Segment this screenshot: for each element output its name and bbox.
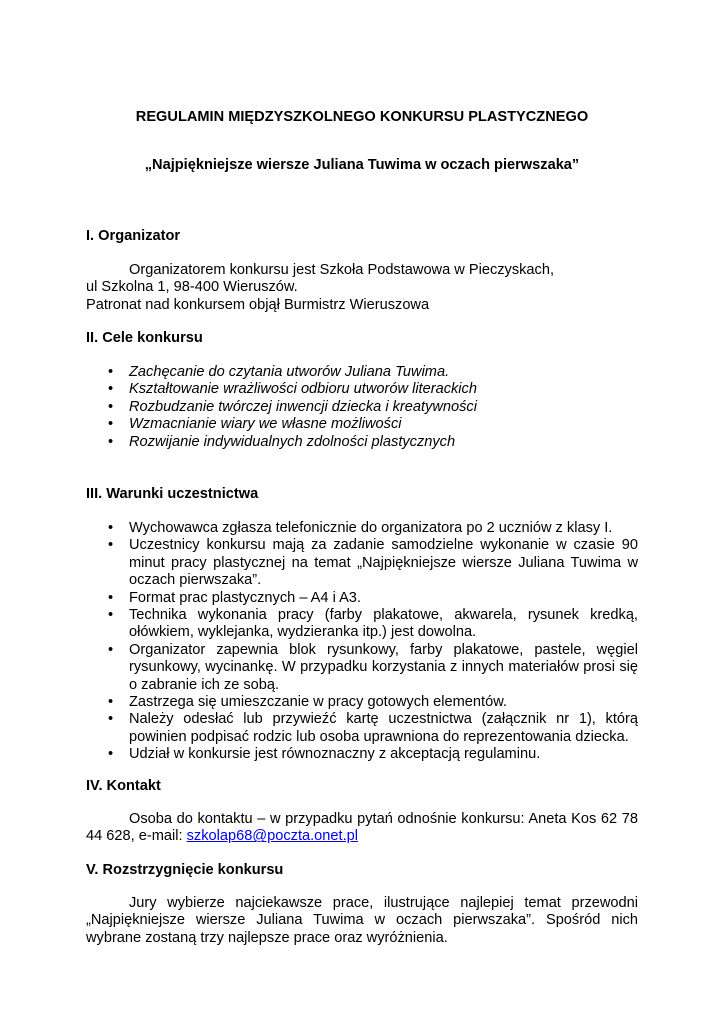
resolution-text: Jury wybierze najciekawsze prace, ilustrujące najlepiej temat przewodni „Najpiękniejsze wiersze Juliana Tuwima w oczach pierwszaka”. Spośród nich wybrane zostaną trzy najlepsze prace oraz wyróżnienia. [86, 895, 638, 946]
section-heading-resolution: V. Rozstrzygnięcie konkursu [86, 862, 284, 878]
bullet-icon: • [108, 607, 114, 624]
bullet-icon: • [108, 416, 114, 433]
list-item: • Wzmacnianie wiary we własne możliwości [108, 416, 402, 433]
organizer-line-3: Patronat nad konkursem objął Burmistrz Wieruszowa [86, 296, 430, 313]
list-item: • Uczestnicy konkursu mają za zadanie samodzielne wykonanie w czasie 90 minut pracy plastycznej na temat „Najpiękniejsze wiersze Juliana Tuwima w oczach pierwszaka”. [108, 537, 638, 589]
section-organizer [86, 228, 638, 245]
list-item: • Kształtowanie wrażliwości odbioru utworów literackich [108, 381, 477, 398]
bullet-icon: • [108, 433, 114, 450]
conditions-list-wrap [86, 520, 638, 764]
contact-body [86, 811, 638, 846]
list-item: • Zachęcanie do czytania utworów Juliana Tuwima. [108, 364, 450, 380]
bullet-icon: • [108, 381, 114, 398]
list-item: • Udział w konkursie jest równoznaczny z akceptacją regulaminu. [108, 746, 541, 763]
bullet-icon: • [108, 641, 114, 658]
list-item: • Należy odesłać lub przywieźć kartę uczestnictwa (załącznik nr 1), którą powinien podpisać rodzic lub osoba uprawniona do reprezentowania dziecka. [108, 711, 638, 745]
document-page [86, 0, 638, 1024]
resolution-body [86, 895, 638, 947]
organizer-line-1: Organizatorem konkursu jest Szkoła Podstawowa w Pieczyskach, [129, 262, 555, 278]
conditions-list [86, 520, 638, 764]
organizer-line-2: ul Szkolna 1, 98-400 Wieruszów. [86, 279, 298, 296]
goals-list [86, 364, 638, 451]
bullet-icon: • [108, 364, 114, 380]
list-item: • Technika wykonania pracy (farby plakatowe, akwarela, rysunek kredką, ołówkiem, wyklejanka, wydzieranka itp.) jest dowolna. [108, 607, 638, 641]
section-heading-contact: IV. Kontakt [86, 778, 161, 794]
document-title: REGULAMIN MIĘDZYSZKOLNEGO KONKURSU PLASTYCZNEGO [135, 109, 589, 125]
bullet-icon: • [108, 694, 114, 711]
list-item: • Format prac plastycznych – A4 i A3. [108, 589, 361, 606]
section-heading-conditions: III. Warunki uczestnictwa [86, 486, 259, 502]
section-heading-organizer: I. Organizator [86, 228, 181, 244]
list-item: • Zastrzega się umieszczanie w pracy gotowych elementów. [108, 694, 507, 711]
organizer-body [86, 262, 638, 314]
section-conditions [86, 486, 638, 503]
bullet-icon: • [108, 398, 114, 415]
section-resolution [86, 862, 638, 879]
bullet-icon: • [108, 746, 114, 763]
bullet-icon: • [108, 520, 114, 536]
list-item: • Wychowawca zgłasza telefonicznie do organizatora po 2 uczniów z klasy I. [108, 520, 613, 536]
section-contact [86, 778, 638, 795]
goals-list-wrap [86, 364, 638, 451]
bullet-icon: • [108, 711, 114, 728]
contact-text: Osoba do kontaktu – w przypadku pytań odnośnie konkursu: Aneta Kos 62 78 44 628, e-mail: szkolap68@poczta.onet.pl [86, 811, 638, 845]
email-link[interactable]: szkolap68@poczta.onet.pl [186, 828, 358, 845]
bullet-icon: • [108, 589, 114, 606]
document-subtitle: „Najpiękniejsze wiersze Juliana Tuwima w oczach pierwszaka” [144, 157, 580, 173]
list-item: • Rozwijanie indywidualnych zdolności plastycznych [108, 433, 456, 450]
list-item: • Rozbudzanie twórczej inwencji dziecka i kreatywności [108, 398, 477, 415]
section-heading-goals: II. Cele konkursu [86, 330, 203, 346]
bullet-icon: • [108, 537, 114, 554]
list-item: • Organizator zapewnia blok rysunkowy, farby plakatowe, pastele, węgiel rysunkowy, wycinankę. W przypadku korzystania z innych materiałów prosi się o zabranie ich ze sobą. [108, 641, 638, 693]
section-goals [86, 330, 638, 347]
